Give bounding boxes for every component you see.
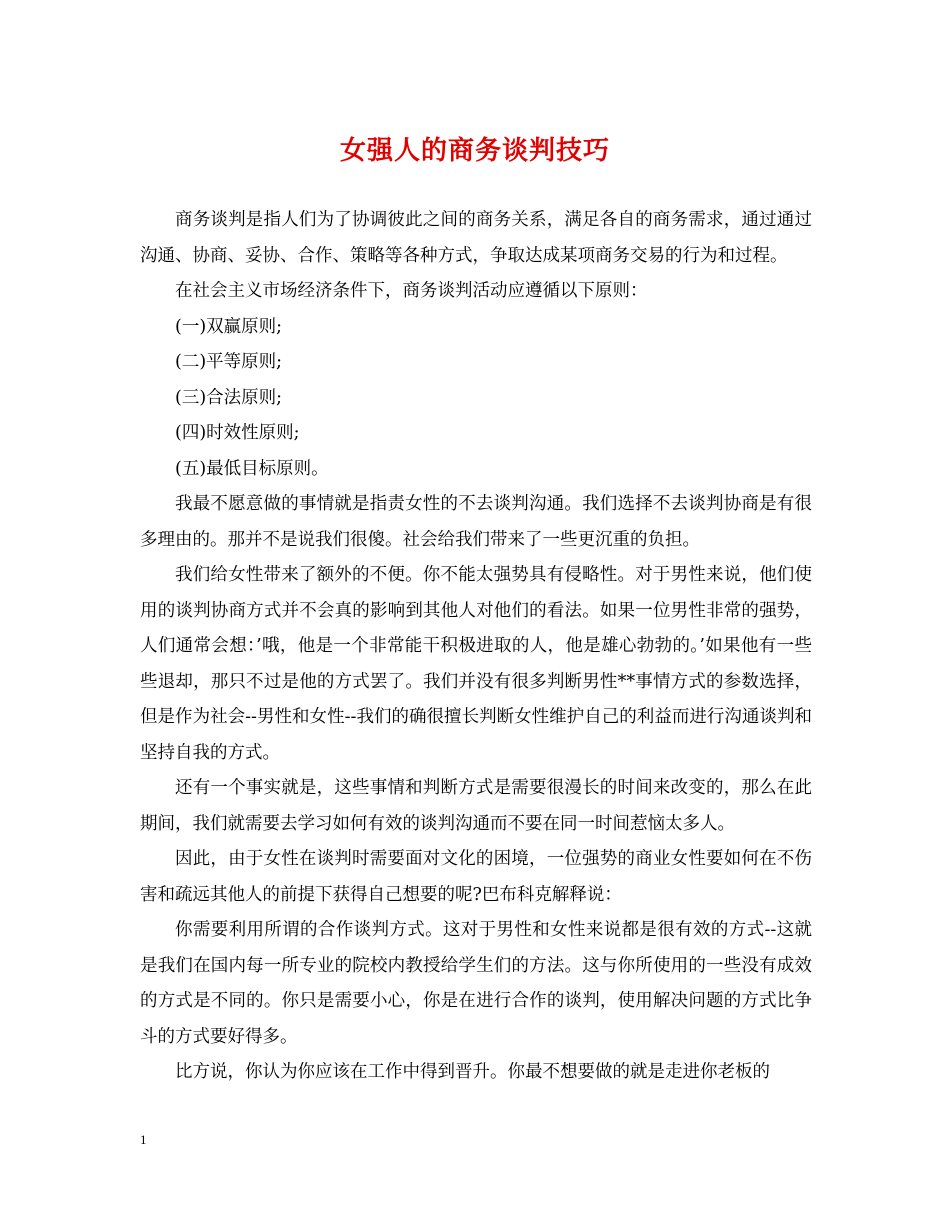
principle-item: (二)平等原则; <box>175 352 283 372</box>
principle-item: (四)时效性原则; <box>175 423 300 443</box>
paragraph-body: 你需要利用所谓的合作谈判方式。这对于男性和女性来说都是很有效的方式--这就是我们在国内每一所专业的院校内教授给学生们的方法。这与你所使用的一些没有成效的方式是不同的。你只是需要小心，你是在进行合作的谈判，使用解决问题的方式比争斗的方式要好得多。 <box>140 920 812 1047</box>
principle-item: (三)合法原则; <box>175 387 283 408</box>
document-body <box>140 203 812 1091</box>
paragraph-body: 还有一个事实就是，这些事情和判断方式是需要很漫长的时间来改变的，那么在此期间，我们就需要去学习如何有效的谈判沟通而不要在同一时间惹恼太多人。 <box>140 778 812 834</box>
paragraph-body: 我们给女性带来了额外的不便。你不能太强势具有侵略性。对于男性来说，他们使用的谈判协商方式并不会真的影响到其他人对他们的看法。如果一位男性非常的强势，人们通常会想：’哦，他是一个非常能干积极进取的人，他是雄心勃勃的。’如果他有一些些退却，那只不过是他的方式罢了。我们并没有很多判断男性**事情方式的参数选择，但是作为社会--男性和女性--我们的确很擅长判断女性维护自己的利益而进行沟通谈判和坚持自我的方式。 <box>140 565 812 763</box>
paragraph-principles-intro: 在社会主义市场经济条件下，商务谈判活动应遵循以下原则： <box>175 281 648 301</box>
paragraph-body: 比方说，你认为你应该在工作中得到晋升。你最不想要做的就是走进你老板的 <box>175 1062 770 1082</box>
paragraph-definition: 商务谈判是指人们为了协调彼此之间的商务关系，满足各自的商务需求，通过通过沟通、协商、妥协、合作、策略等各种方式，争取达成某项商务交易的行为和过程。 <box>140 210 812 266</box>
document-title: 女强人的商务谈判技巧 <box>339 136 610 166</box>
paragraph-body: 因此，由于女性在谈判时需要面对文化的困境，一位强势的商业女性要如何在不伤害和疏远其他人的前提下获得自己想要的呢?巴布科克解释说： <box>140 849 812 905</box>
principle-item: (五)最低目标原则。 <box>175 458 329 479</box>
page-number: 1 <box>140 1132 147 1147</box>
principle-item: (一)双赢原则; <box>175 316 283 337</box>
paragraph-body: 我最不愿意做的事情就是指责女性的不去谈判沟通。我们选择不去谈判协商是有很多理由的。那并不是说我们很傻。社会给我们带来了一些更沉重的负担。 <box>140 494 812 550</box>
